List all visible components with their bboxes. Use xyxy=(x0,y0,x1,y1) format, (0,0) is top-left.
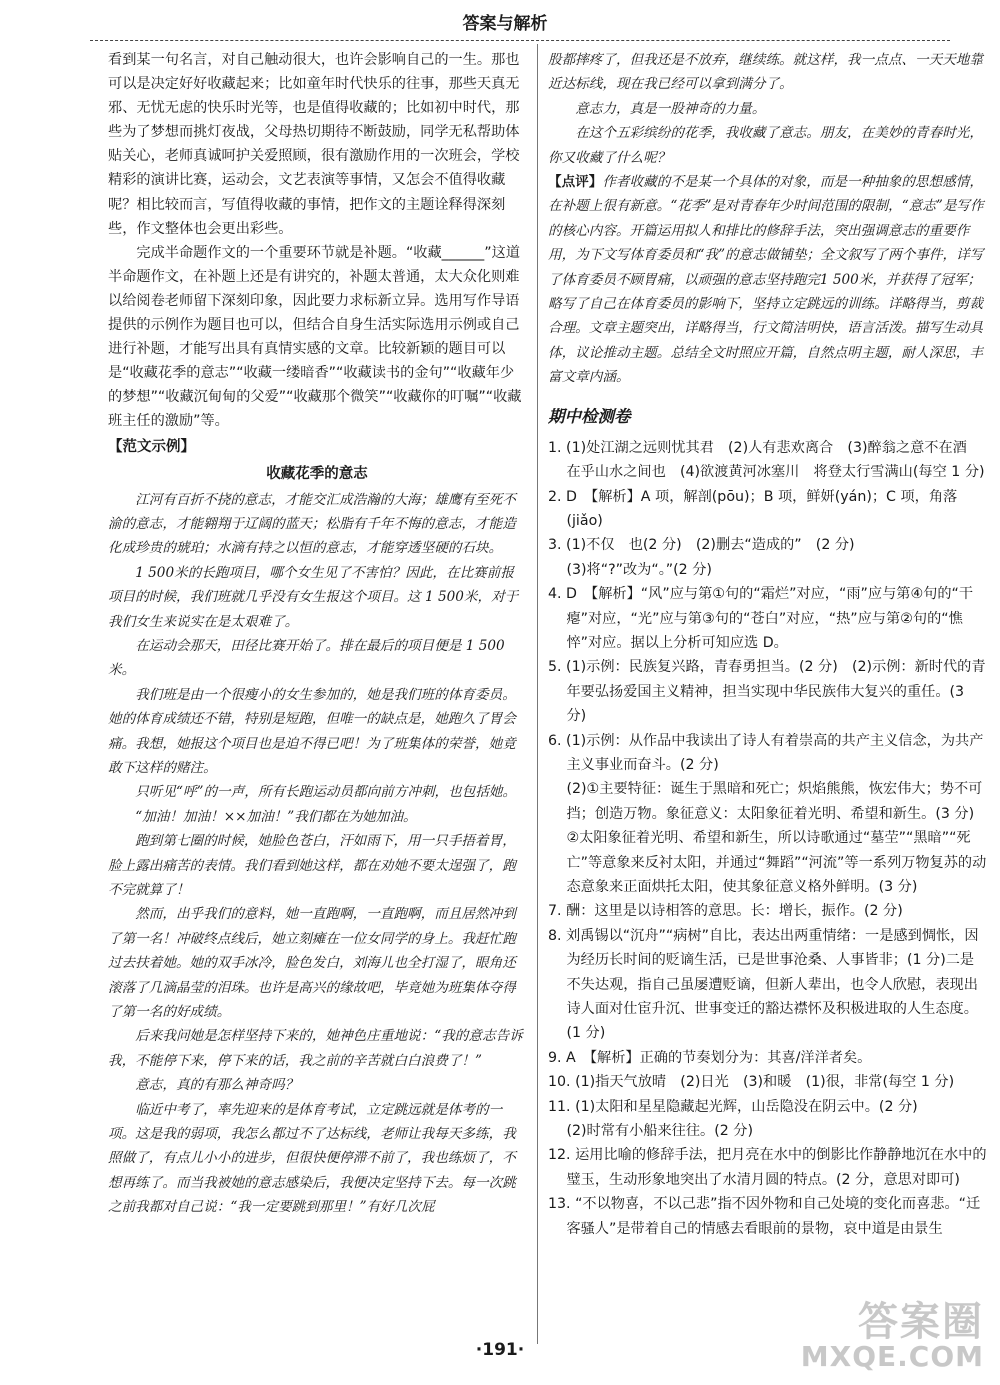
essay-paragraph: 在运动会那天，田径比赛开始了。排在最后的项目便是 1 500米。 xyxy=(108,637,505,679)
analysis-paragraph: 看到某一句名言，对自己触动很大，也许会影响自己的一生。那也可以是决定好好收藏起来；比如童年时代快乐的往事，那些天真无邪、无忧无虑的快乐时光等，也是值得收藏的；比如初中时代，那些为了梦想而挑灯夜战，父母热切期待不断鼓励，同学无私帮助体贴关心，老师真诚呵护关爱照顾，很有激励作用的一次班会，学校精彩的演讲比赛，运动会，文艺表演等事情，又怎会不值得收藏呢？相比较而言，写值得收藏的事情，把作文的主题诠释得深刻些，作文整体也会更出彩些。 xyxy=(108,52,520,237)
left-column xyxy=(108,48,526,1348)
answer-item: 6. (1)示例：从作品中我读出了诗人有着崇高的共产主义信念，为共产主义事业而奋斗。(2 分) xyxy=(548,732,984,773)
answer-item: 1. (1)处江湖之远则忧其君 (2)人有悲欢离合 (3)醉翁之意不在酒 在乎山水之间也 (4)欲渡黄河冰塞川 将登太行雪满山(每空 1 分) xyxy=(548,439,985,481)
right-column xyxy=(548,48,988,1348)
answer-item: 5. (1)示例：民族复兴路，青春勇担当。(2 分) (2)示例：新时代的青年要弘扬爱国主义精神，担当实现中华民族伟大复兴的重任。(3 分) xyxy=(548,659,986,725)
answer-list xyxy=(548,436,988,1241)
watermark-url: MXQE.COM xyxy=(800,1340,984,1373)
answer-item: 12. 运用比喻的修辞手法，把月亮在水中的倒影比作静静地沉在水中的璧玉，生动形象地突出了水清月圆的特点。(2 分，意思对即可) xyxy=(548,1147,987,1188)
answer-item: 11. (1)太阳和星星隐藏起光辉，山岳隐没在阴云中。(2 分) xyxy=(548,1098,918,1115)
essay-paragraph: 跑到第七圈的时候，她脸色苍白，汗如雨下，用一只手捂着胃，脸上露出痛苦的表情。我们看到她这样，都在劝她不要太逞强了，跑不完就算了！ xyxy=(108,833,516,898)
essay-title: 收藏花季的意志 xyxy=(266,465,368,482)
model-essay-tag: 【范文示例】 xyxy=(108,438,195,455)
answer-item: ②太阳象征着光明、希望和新生，所以诗歌通过“墓茔”“黑暗”“死亡”等意象来反衬太阳，并通过“舞蹈”“河流”等一系列万物复苏的动态意象来正面烘托太阳，使其象征意义格外鲜明。(3 分) xyxy=(566,830,987,895)
essay-paragraph: 意志，真的有那么神奇吗？ xyxy=(135,1077,299,1094)
header-rule xyxy=(90,40,950,41)
essay-paragraph: 只听见“呼”的一声，所有长跑运动员都向前方冲刺，也包括她。 xyxy=(135,784,517,801)
answer-item: 13. “不以物喜，不以己悲”指不因外物和自己处境的变化而喜悲。“迁客骚人”是带着自己的情感去看眼前的景物，哀中道是由景生 xyxy=(548,1196,981,1237)
answer-item: 4. D 【解析】“风”应与第①句的“霜烂”对应，“雨”应与第④句的“干瘪”对应，“光”应与第③句的“苍白”对应，“热”应与第②句的“憔悴”对应。据以上分析可知应选 D。 xyxy=(548,586,974,651)
review-tag: 【点评】 xyxy=(548,174,603,191)
essay-paragraph: 江河有百折不挠的意志，才能交汇成浩瀚的大海；雄鹰有至死不渝的意志，才能翱翔于辽阔的蓝天；松脂有千年不悔的意志，才能造化成珍贵的琥珀；水滴有持之以恒的意志，才能穿透坚硬的石块。 xyxy=(108,491,516,557)
review-paragraph xyxy=(548,170,988,390)
essay-paragraph: 股都摔疼了，但我还是不放弃，继续练。就这样，我一点点、一天天地靠近达标线，现在我已经可以拿到满分了。 xyxy=(548,52,983,93)
page-number: ·191· xyxy=(475,1340,525,1360)
watermark-logo xyxy=(790,1290,990,1380)
page-header: 答案与解析 xyxy=(462,14,548,34)
essay-paragraph: 意志力，真是一股神奇的力量。 xyxy=(575,100,766,117)
answer-item: 10. (1)指天气放晴 (2)日光 (3)和暖 (1)很，非常(每空 1 分) xyxy=(548,1074,955,1091)
essay-paragraph: 1 500米的长跑项目，哪个女生见了不害怕？因此，在比赛前报项目的时候，我们班就几乎没有女生报这个项目。这 1 500米，对于我们女生来说实在是太艰难了。 xyxy=(108,564,519,630)
review-text: 作者收藏的不是某一个具体的对象，而是一种抽象的思想感情，在补题上很有新意。“花季”是对青春年少时间范围的限制，“意志”是写作的核心内容。开篇运用拟人和排比的修辞手法，突出强调意志的重要作用，为下文写体育委员和“我”的意志做铺垫；全文叙写了两个事件，详写了体育委员不顾胃痛，以顽强的意志坚持跑完1 500米，并获得了冠军；略写了自己在体育委员的影响下，坚持立定跳远的训练。详略得当，剪裁合理。文章主题突出，详略得当，行文简洁明快，语言活泼。描写生动具体，议论推动主题。总结全文时照应开篇，自然点明主题，耐人深思，丰富文章内涵。 xyxy=(548,174,984,386)
column-divider xyxy=(537,44,538,1344)
answer-item: (3)将“?”改为“。”(2 分) xyxy=(566,561,712,578)
essay-paragraph: 临近中考了，率先迎来的是体育考试，立定跳远就是体考的一项。这是我的弱项，我怎么都过不了达标线，老师让我每天多练，我照做了，有点儿小小的进步，但很快便停滞不前了，我也练烦了，不想再练了。而当我被她的意志感染后，我便决定坚持下去。每一次跳之前我都对自己说：“我一定要跳到那里！”有好几次屁 xyxy=(108,1101,516,1216)
essay-paragraph: “加油！加油！××加油！”我们都在为她加油。 xyxy=(135,808,417,825)
answer-item: (2)时常有小船来往往。(2 分) xyxy=(566,1123,754,1140)
essay-paragraph: 后来我问她是怎样坚持下来的，她神色庄重地说：“我的意志告诉我，不能停下来，停下来的话，我之前的辛苦就白白浪费了！” xyxy=(108,1028,523,1069)
exam-section-heading: 期中检测卷 xyxy=(548,406,631,426)
answer-item: 9. A 【解析】正确的节奏划分为：其喜/洋洋者矣。 xyxy=(548,1049,872,1066)
answer-item: (2)①主要特征：诞生于黑暗和死亡；炽焰熊熊，恢宏伟大；势不可挡；创造万物。象征意义：太阳象征着光明、希望和新生。(3 分) xyxy=(566,781,983,822)
answer-item: 2. D 【解析】A 项，解剖(pōu)；B 项，鲜妍(yán)；C 项，角落(jiǎo) xyxy=(548,488,958,529)
essay-paragraph: 在这个五彩缤纷的花季，我收藏了意志。朋友，在美妙的青春时光，你又收藏了什么呢？ xyxy=(548,125,983,166)
watermark-text: 答案圈 xyxy=(858,1299,984,1345)
essay-paragraph: 我们班是由一个很瘦小的女生参加的，她是我们班的体育委员。她的体育成绩还不错，特别是短跑，但唯一的缺点是，她跑久了胃会痛。我想，她报这个项目也是迫不得已吧！为了班集体的荣誉，她竟敢下这样的赌注。 xyxy=(108,686,516,776)
essay-paragraph: 然而，出乎我们的意料，她一直跑啊，一直跑啊，而且居然冲到了第一名！冲破终点线后，她立刻瘫在一位女同学的身上。我赶忙跑过去扶着她。她的双手冰冷，脸色发白，刘海儿也全打湿了，眼角还滚落了几滴晶莹的泪珠。也许是高兴的缘故吧，毕竟她为班集体夺得了第一名的好成绩。 xyxy=(108,906,516,1021)
analysis-paragraph: 完成半命题作文的一个重要环节就是补题。“收藏______”这道半命题作文，在补题上还是有讲究的，补题太普通，太大众化则难以给阅卷老师留下深刻印象，因此要力求标新立异。选用写作导语提供的示例作为题目也可以，但结合自身生活实际选用示例或自己进行补题，才能写出具有真情实感的文章。比较新颖的题目可以是“收藏花季的意志”“收藏一缕暗香”“收藏读书的金句”“收藏年少的梦想”“收藏沉甸甸的父爱”“收藏那个微笑”“收藏你的叮嘱”“收藏班主任的激励”等。 xyxy=(108,244,522,430)
answer-item: 8. 刘禹锡以“沉舟”“病树”自比，表达出两重情绪：一是感到惆怅，因为经历长时间的贬谪生活，已是世事沧桑、人事皆非；(1 分)二是不失达观，指自己虽屡遭贬谪，但新人辈出，也令人欣慰，表现出诗人面对仕宦升沉、世事变迁的豁达襟怀及积极进取的人生态度。(1 分) xyxy=(548,927,979,1042)
answer-item: 7. 酬：这里是以诗相答的意思。长：增长，振作。(2 分) xyxy=(548,903,903,920)
answer-item: 3. (1)不仅 也(2 分) (2)删去“造成的” (2 分) xyxy=(548,537,855,554)
